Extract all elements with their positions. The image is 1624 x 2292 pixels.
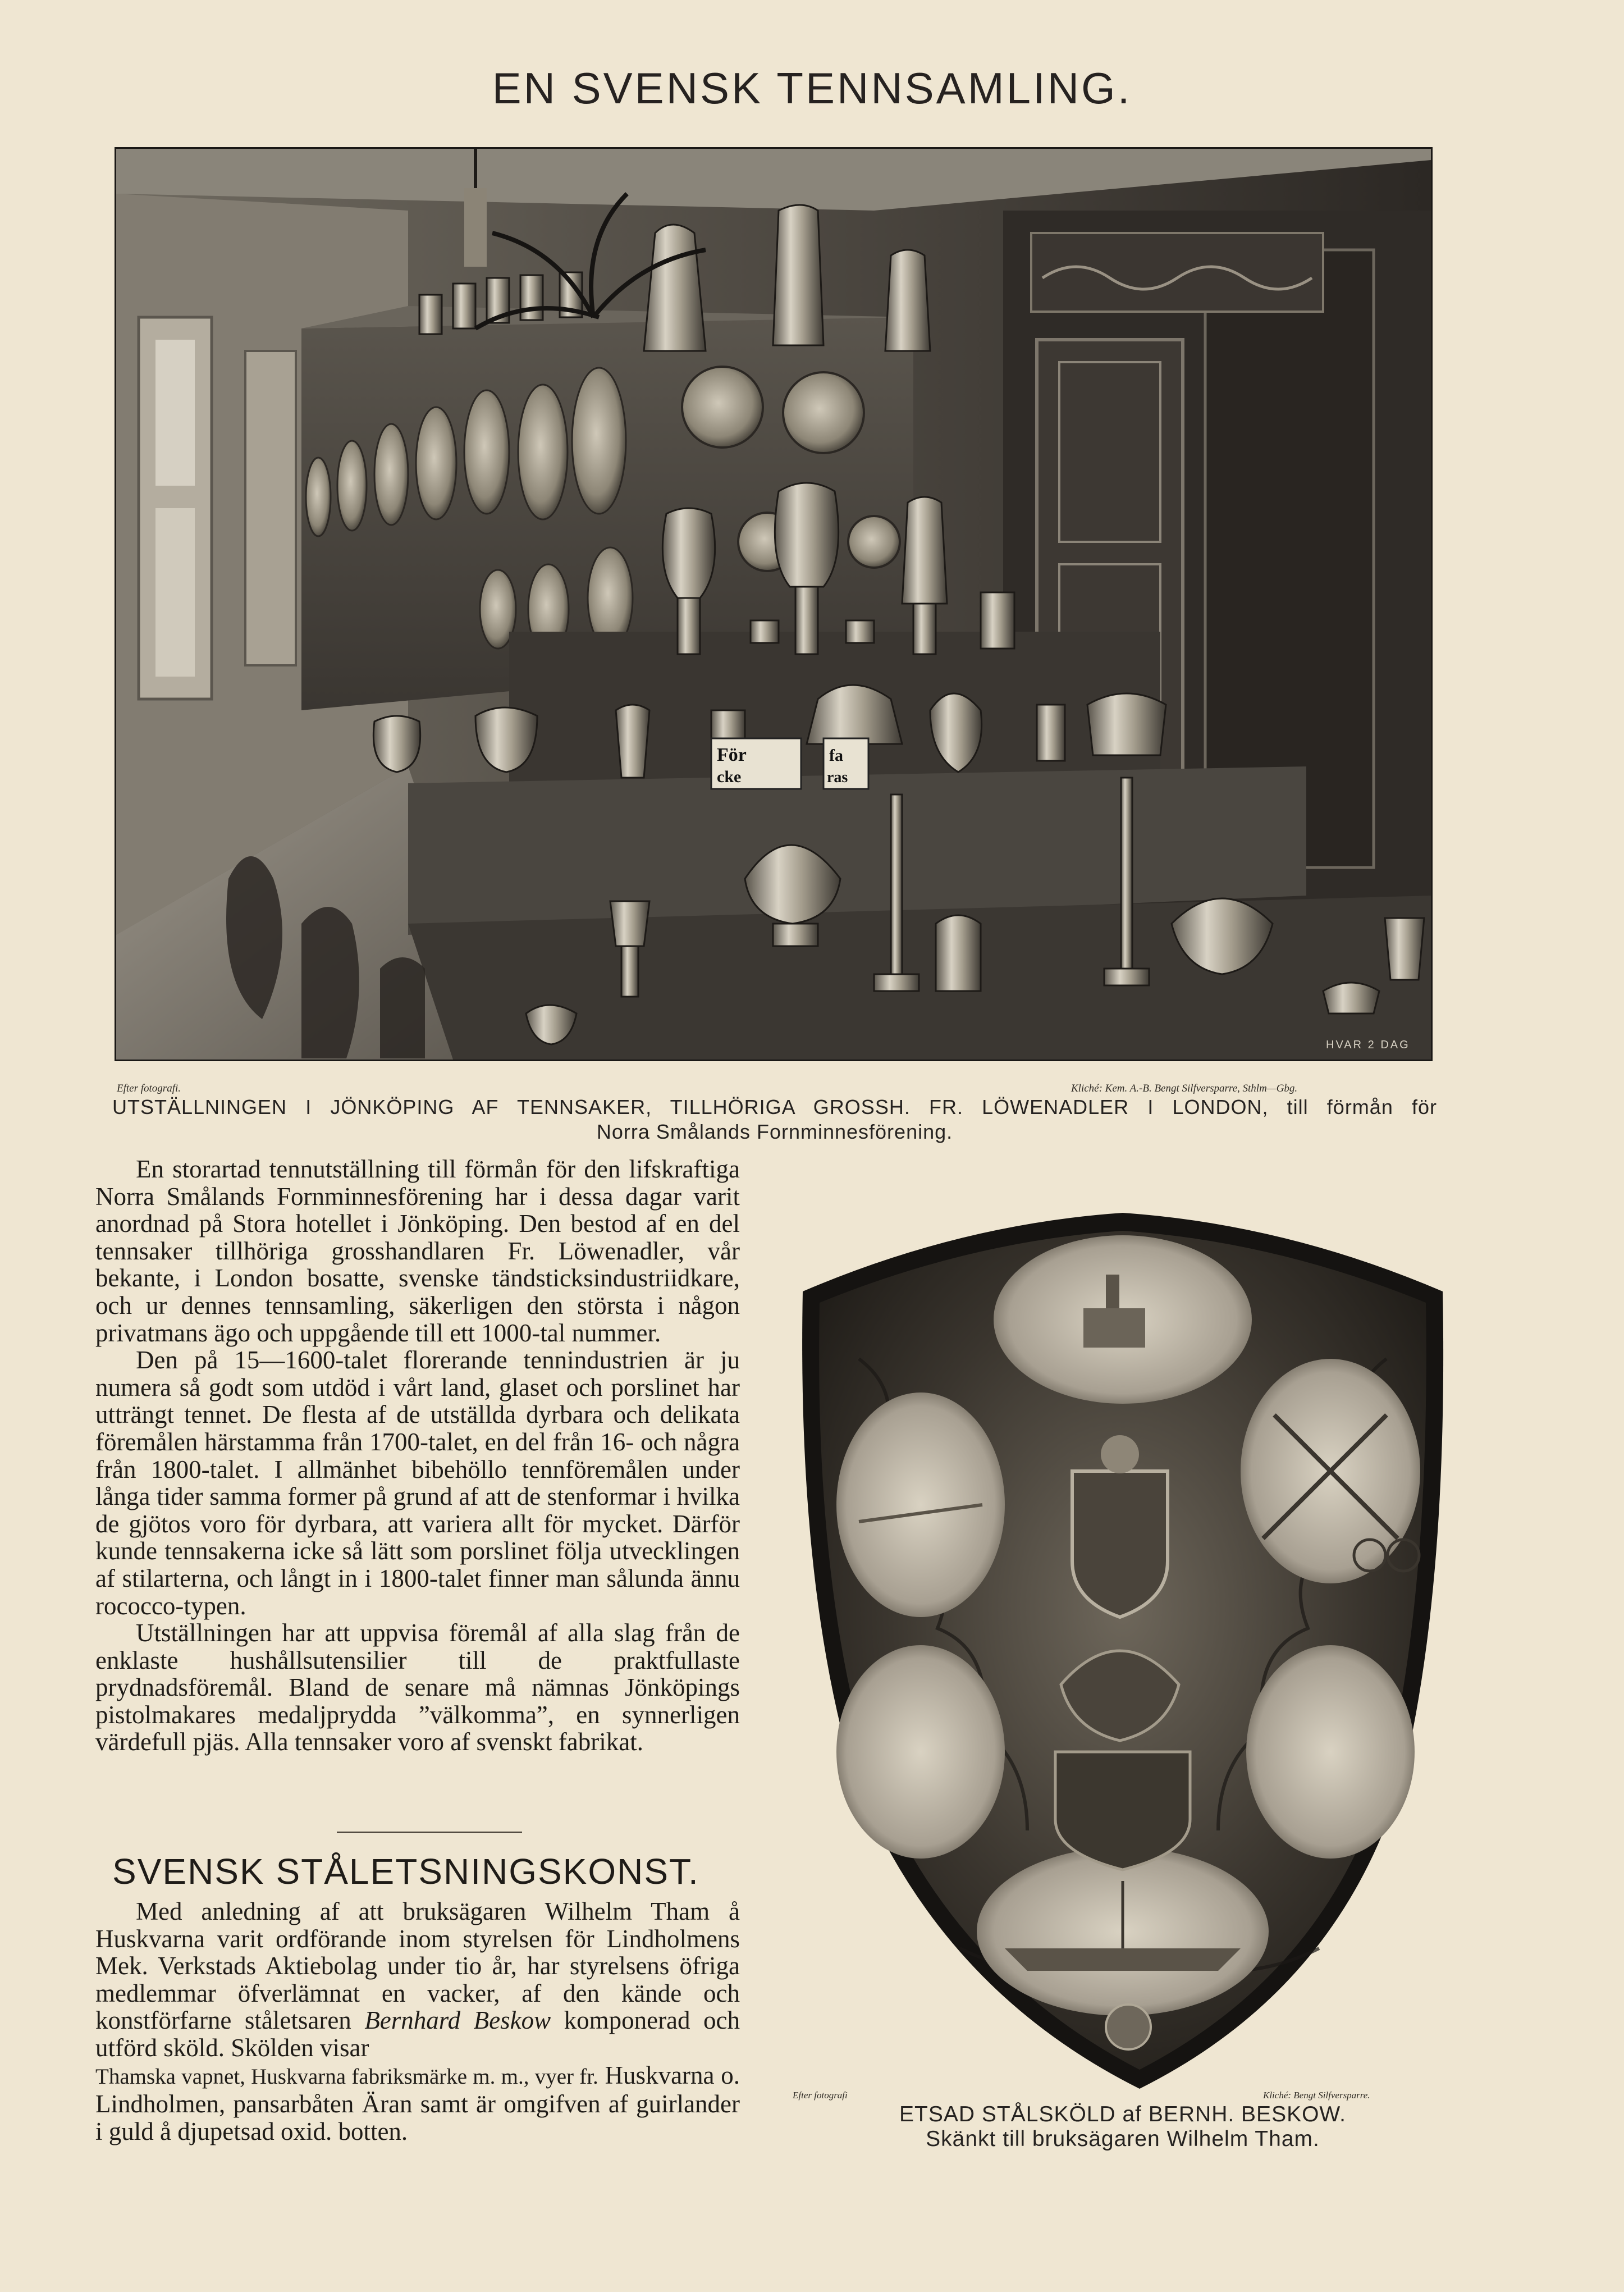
sign-text-left-2: cke: [717, 768, 742, 786]
section-title: SVENSK STÅLETSNINGSKONST.: [112, 1851, 699, 1892]
photo-credit-right: Kliché: Kem. A.-B. Bengt Silfversparre, Sthlm—Gbg.: [1071, 1083, 1298, 1094]
sign-text-right: fa: [829, 746, 843, 765]
text-part: Med anledning af att bruksägaren Wilhelm Tham å Huskvarna varit ordförande inom styrelsen för Lindholmens Mek. Verkstads Aktiebolag under tio år, har styrelsens öfriga medlemmar öfverlämnat en vacker, af den kände och konstförfarne ståletsaren: [95, 1897, 740, 2035]
photo-caption-line-2: Norra Smålands Fornminnesförening.: [596, 1120, 953, 1143]
shield-caption: [786, 2102, 1460, 2152]
text-part: Thamska vapnet, Huskvarna fabriksmärke m. m., vyer fr.: [95, 2064, 598, 2089]
paragraph: Den på 15—1600-talet florerande tennindustrien är ju numera så godt som utdöd i vårt land, glaset och porslinet har utträngt tennet. De flesta af de utställda dyrbara och delikata föremålen härstamma från 1700-talet, en del från 16- och några från 1800-talet. I allmänhet bibehöllo tennföremålen under långa tider samma former på grund af att de stenformar i hvilka de gjötos voro för dyrbara, att variera allt för mycket. Därför kunde tennsakerna icke så lätt som porslinet följa utvecklingen af stilarterna, och långt in i 1800-talet finner man sålunda ännu rococco-typen.: [95, 1346, 740, 1620]
shield-caption-line-2: Skänkt till bruksägaren Wilhelm Tham.: [926, 2127, 1320, 2151]
paragraph: Utställningen har att uppvisa föremål af alla slag från de enklaste hushållsutensilier till de praktfullaste prydnadsföremål. Bland de senare må nämnas Jönköpings pistolmakares medaljprydda ”välkomma”, en synnerligen värdefull pjäs. Alla tennsaker voro af svenskt fabrikat.: [95, 1619, 740, 1756]
photo-inscription: HVAR 2 DAG: [1326, 1039, 1410, 1051]
section-divider: [337, 1832, 522, 1833]
page-title: EN SVENSK TENNSAMLING.: [492, 63, 1132, 113]
sign-text-right-2: ras: [827, 769, 848, 786]
sign-text-left: För: [717, 745, 747, 765]
paragraph: [95, 1898, 740, 2145]
artist-name: Bernhard Beskow: [364, 2006, 551, 2035]
photo-caption: [112, 1095, 1437, 1144]
shield-caption-line-1: ETSAD STÅLSKÖLD af BERNH. BESKOW.: [899, 2102, 1346, 2126]
photo-credit-left: Efter fotografi.: [117, 1083, 181, 1094]
text-part: Huskvarna o. Lindholmen, pansarbåten Äran samt är omgifven af guirlander i guld å djupetsad oxid. botten.: [95, 2061, 740, 2145]
shield-credit-right: Kliché: Bengt Silfversparre.: [1263, 2090, 1370, 2101]
etched-steel-shield-image: [792, 1190, 1454, 2100]
article-steel-etching: [95, 1898, 740, 2145]
photo-caption-line-1: UTSTÄLLNINGEN I JÖNKÖPING AF TENNSAKER, TILLHÖRIGA GROSSH. FR. LÖWENADLER I LONDON, till förmån för: [112, 1095, 1437, 1118]
tin-exhibition-photo: [115, 147, 1433, 1061]
paragraph: En storartad tennutställning till förmån för den lifskraftiga Norra Smålands Fornminnesförening har i dessa dagar varit anordnad på Stora hotellet i Jönköping. Den bestod af en del tennsaker tillhöriga grosshandlaren Fr. Löwenadler, vår bekante, i London bosatte, svenske tändsticksindustriidkare, och ur dennes tennsamling, säkerligen den största i någon privatmans ägo och uppgående till ett 1000-tal nummer.: [95, 1155, 740, 1347]
shield-credit-left: Efter fotografi: [793, 2090, 848, 2101]
text-part: komponerad och utförd sköld. Skölden visar: [95, 2006, 740, 2062]
article-tin-exhibition: [95, 1156, 740, 1756]
